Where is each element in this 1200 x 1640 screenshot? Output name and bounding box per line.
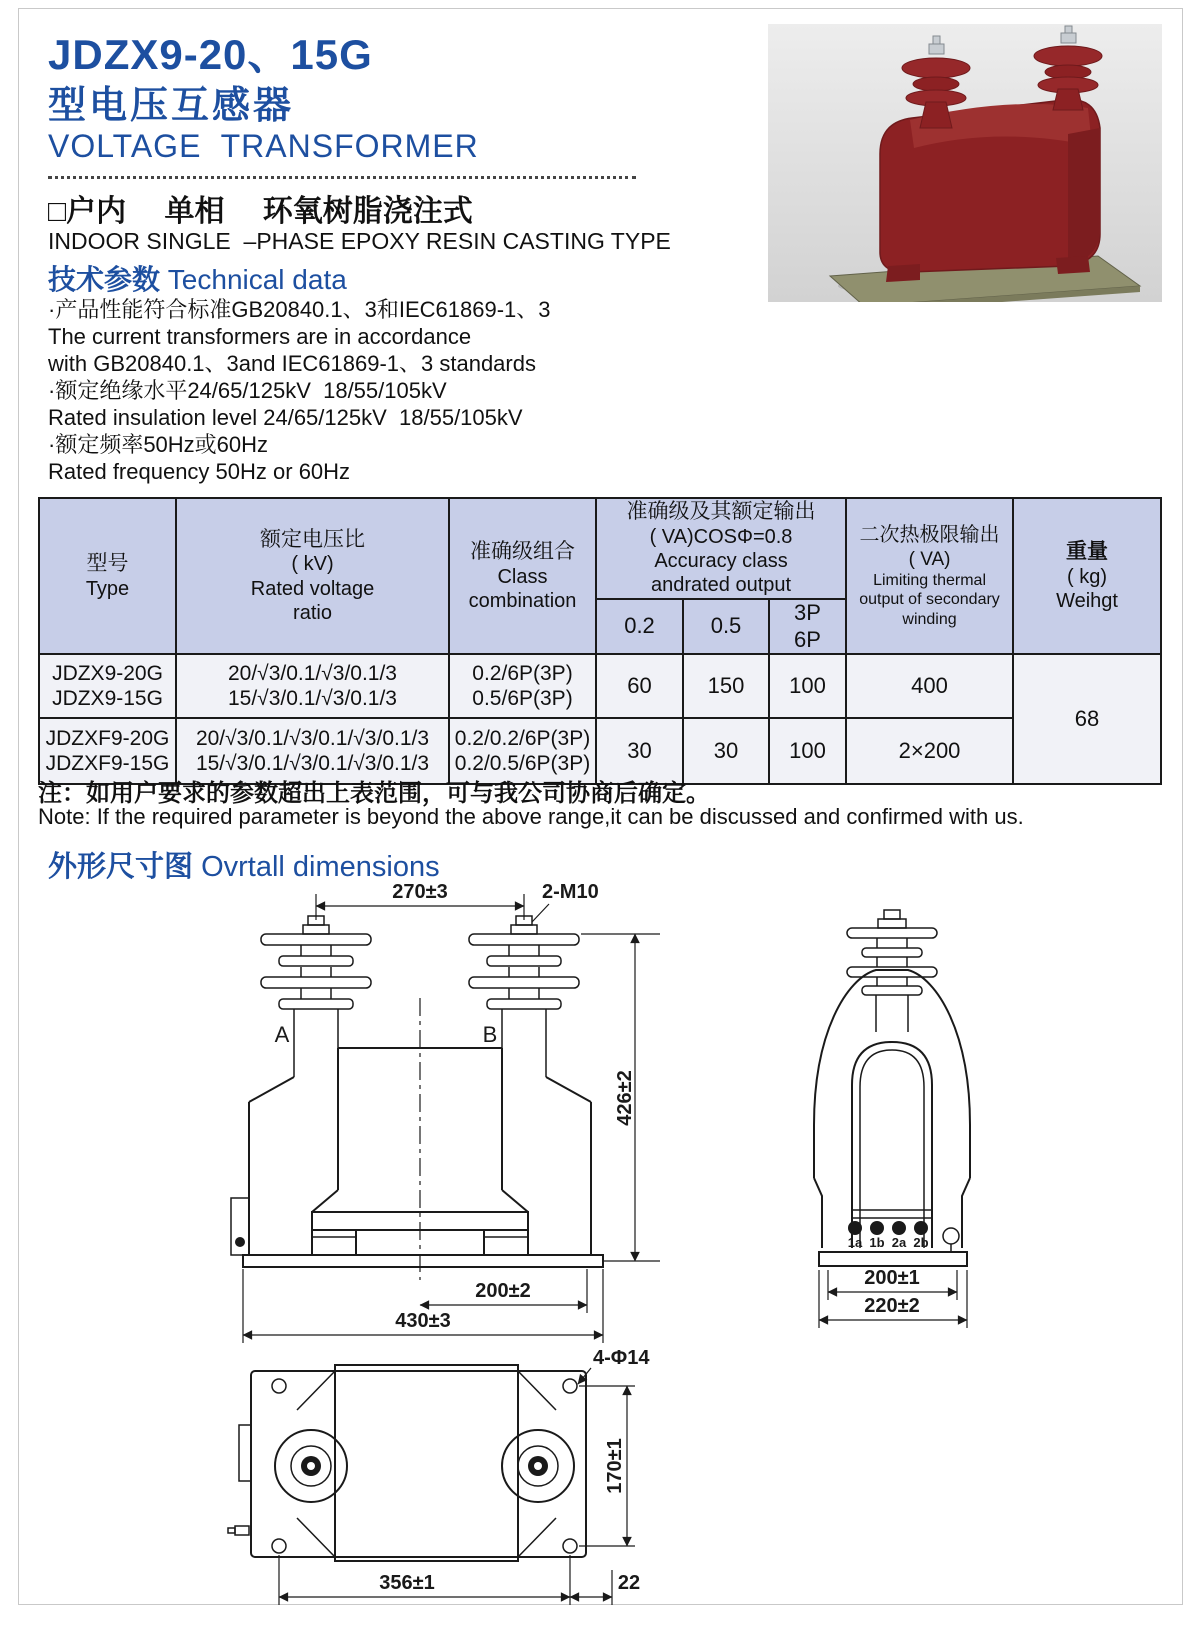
cell-thermal: 400 [846,654,1013,718]
terminal-1a: 1a [847,1235,863,1250]
terminal-label-a: A [274,1022,290,1047]
photo-shed [913,77,959,91]
technical-data-list [48,296,551,485]
dim-220-label: 220±2 [864,1295,920,1317]
col-header-weight: 重量 ( kg) Weihgt [1013,498,1161,654]
dotted-divider [48,160,636,179]
note-chinese: 注：如用户要求的参数超出上表范围，可与我公司协商后确定。 [38,780,710,807]
front-bushing-left [261,916,371,1077]
cell-acc02: 30 [596,718,683,784]
dim-200-2-label: 200±2 [475,1280,531,1302]
col-header-acc-3p6p: 3P 6P [769,599,846,655]
bottom-view-drawing [228,1347,650,1605]
photo-neck [1053,89,1083,110]
front-view-drawing [231,881,660,1343]
tech-line: The current transformers are in accordance [48,324,472,349]
front-body [231,1048,603,1267]
subtitle-chinese: □户内 单相 环氧树脂浇注式 [48,195,473,228]
dim-270-label: 270±3 [392,881,448,903]
col-header-acc-05: 0.5 [683,599,769,655]
tech-line: ·额定频率50Hz或60Hz [48,432,269,457]
technical-heading-cn: 技术参数 [48,264,161,295]
subtitle-english: INDOOR SINGLE –PHASE EPOXY RESIN CASTING TYPE [48,228,671,254]
col-header-type: 型号 Type [39,498,176,654]
cell-acc05: 30 [683,718,769,784]
bolt-spec-label: 2-M10 [542,881,599,903]
photo-shed [1034,46,1102,66]
outline-heading-en: Ovrtall dimensions [193,851,440,883]
terminal-1b: 1b [869,1235,885,1250]
outline-dimensions-heading [48,844,440,885]
col-header-thermal: 二次热极限输出 ( VA) Limiting thermal output of secondary winding [846,498,1013,654]
dim-430-label: 430±3 [395,1310,451,1332]
title-chinese: 型电压互感器 [48,85,295,127]
photo-body-side [1068,128,1100,264]
product-photo [768,24,1162,302]
cell-class: 0.2/0.2/6P(3P) 0.2/0.5/6P(3P) [449,718,596,784]
front-bushing-right [469,916,579,1077]
model-title: JDZX9-20、15G [48,31,373,78]
photo-foot-right [1056,256,1090,274]
dimension-drawings [35,880,1165,1620]
note-english: Note: If the required parameter is beyond the above range,it can be discussed and confirmed with us. [38,804,1024,829]
cell-weight: 68 [1013,654,1161,784]
photo-neck [920,102,952,128]
col-header-ratio: 额定电压比 ( kV) Rated voltage ratio [176,498,449,654]
photo-bolt-left [929,44,944,54]
col-header-class: 准确级组合 Class combination [449,498,596,654]
table-row [39,654,1161,718]
earth-terminal-icon [943,1228,959,1244]
cell-class: 0.2/6P(3P) 0.5/6P(3P) [449,654,596,718]
dim-426-label: 426±2 [614,1070,636,1126]
technical-heading-en: Technical data [160,264,347,295]
cell-acc05: 150 [683,654,769,718]
holes-spec-label: 4-Φ14 [593,1347,650,1369]
dim-22-label: 22 [617,1572,641,1594]
cell-ratio: 20/√3/0.1/√3/0.1/√3/0.1/3 15/√3/0.1/√3/0.1/√3/0.1/3 [176,718,449,784]
cell-acc3p: 100 [769,654,846,718]
cell-acc3p: 100 [769,718,846,784]
front-bracket-bolt [235,1237,245,1247]
dim-356-label: 356±1 [379,1572,435,1594]
dimension-drawings-svg [35,880,1165,1615]
dim-170-label: 170±1 [604,1438,626,1494]
cell-type: JDZXF9-20G JDZXF9-15G [39,718,176,784]
col-header-acc-02: 0.2 [596,599,683,655]
dim-200-1-label: 200±1 [864,1267,920,1289]
cell-ratio: 20/√3/0.1/√3/0.1/3 15/√3/0.1/√3/0.1/3 [176,654,449,718]
photo-foot-left [886,264,920,282]
tech-line: with GB20840.1、3and IEC61869-1、3 standards [48,351,536,376]
side-body [814,970,970,1266]
tech-line: ·额定绝缘水平24/65/125kV 18/55/105kV [48,378,447,403]
outline-heading-cn: 外形尺寸图 [48,851,194,883]
spec-table [38,497,1162,785]
cell-type: JDZX9-20G JDZX9-15G [39,654,176,718]
side-view-drawing [814,910,970,1328]
bolt-spec-leader [532,904,549,922]
terminal-2b: 2b [913,1235,929,1250]
terminal-2a: 2a [891,1235,907,1250]
side-terminals [848,1221,929,1250]
technical-data-heading [48,258,347,298]
title-english: VOLTAGE TRANSFORMER [48,128,479,164]
terminal-label-b: B [482,1022,498,1047]
tech-line: ·产品性能符合标准GB20840.1、3和IEC61869-1、3 [48,297,551,322]
col-header-accuracy: 准确级及其额定输出 ( VA)COSΦ=0.8 Accuracy class andrated output [596,498,846,599]
bottom-bushing-circles-left [275,1430,347,1502]
cell-acc02: 60 [596,654,683,718]
bottom-bushing-circles-right [502,1430,574,1502]
product-photo-svg [768,24,1162,302]
tech-line: Rated insulation level 24/65/125kV 18/55/105kV [48,405,523,430]
tech-line: Rated frequency 50Hz or 60Hz [48,459,351,484]
cell-thermal: 2×200 [846,718,1013,784]
photo-bolt-right [1061,33,1076,43]
photo-shed [902,58,970,78]
